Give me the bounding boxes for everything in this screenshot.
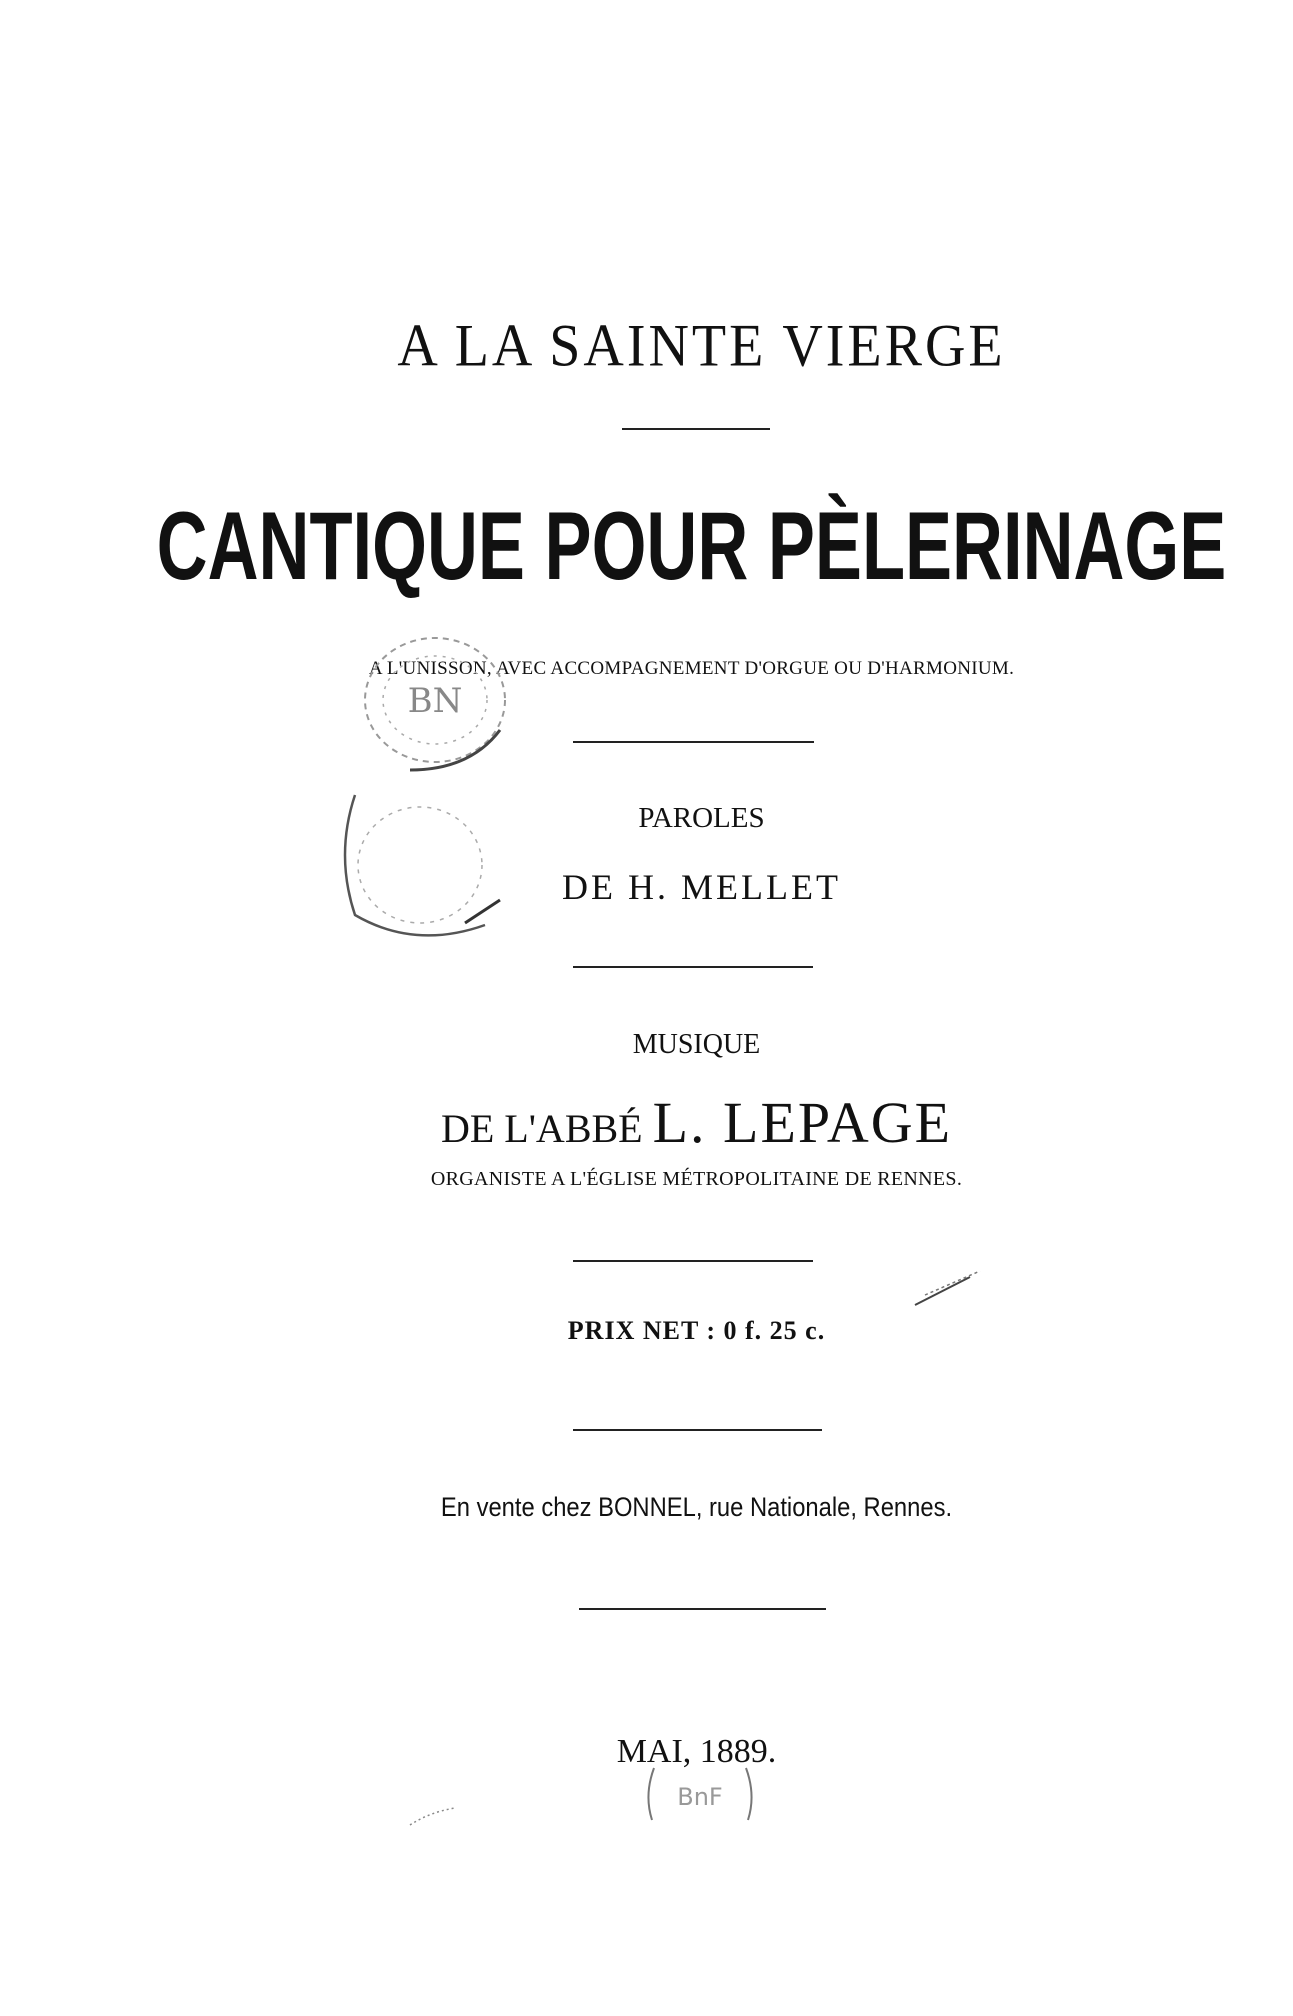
catalog-mark-icon [640,1760,760,1830]
music-author-name: L. LEPAGE [652,1090,953,1155]
music-author-prefix: DE L'ABBÉ [440,1106,643,1151]
library-stamp-text: BN [407,681,463,721]
divider-4 [573,1260,813,1262]
dedication: A LA SAINTE VIERGE [397,312,1006,380]
divider-1 [622,428,770,430]
music-author [50,1090,1293,1155]
scratch-mark-icon [405,1800,465,1830]
ownership-stamp-icon [325,775,515,955]
publication-date: MAI, 1889. [616,1733,777,1770]
lyrics-label: PAROLES [638,802,765,834]
divider-6 [579,1608,826,1610]
sale-info: En vente chez BONNEL, rue Nationale, Rennes. [440,1492,953,1522]
catalog-mark-text: BnF [677,1783,723,1811]
ink-mark-icon [910,1265,990,1315]
divider-5 [573,1429,822,1431]
divider-2 [573,741,814,743]
main-title: CANTIQUE POUR PÈLERINAGE [156,492,1227,601]
divider-3 [573,966,813,968]
music-label: MUSIQUE [632,1029,761,1060]
price: PRIX NET : 0 f. 25 c. [567,1316,826,1345]
music-author-role: ORGANISTE A L'ÉGLISE MÉTROPOLITAINE DE RENNES. [430,1168,963,1190]
subtitle: A L'UNISSON, AVEC ACCOMPAGNEMENT D'ORGUE OU D'HARMONIUM. [368,658,1015,679]
library-stamp-icon [350,620,520,780]
lyrics-author: DE H. MELLET [562,867,841,907]
